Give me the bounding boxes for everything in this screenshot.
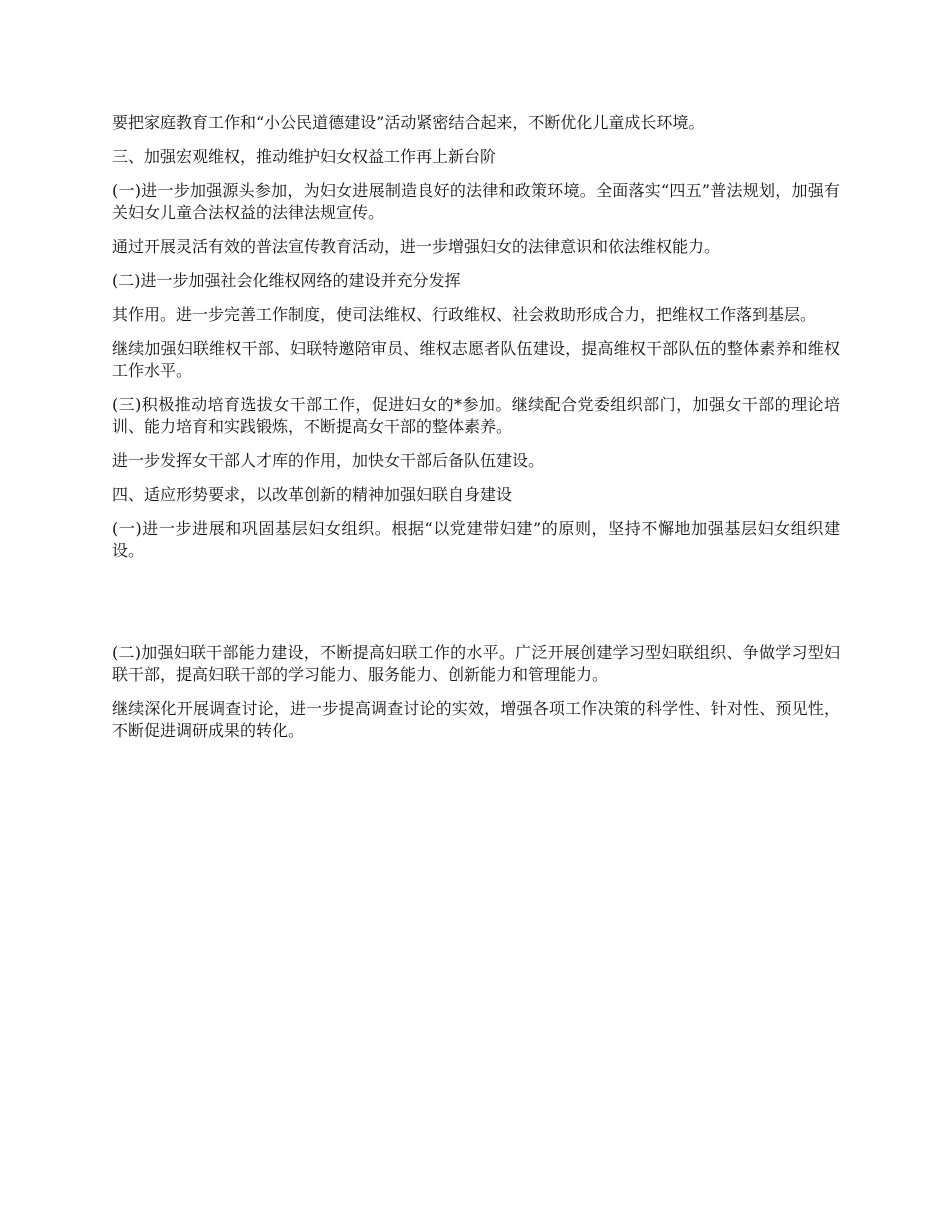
paragraph-family-education: 要把家庭教育工作和“小公民道德建设”活动紧密结合起来，不断优化儿童成长环境。 bbox=[112, 113, 705, 132]
paragraph-rights-network: (二)进一步加强社会化维权网络的建设并充分发挥 bbox=[112, 271, 461, 290]
paragraph-talent-pool: 进一步发挥女干部人才库的作用，加快女干部后备队伍建设。 bbox=[112, 451, 545, 470]
paragraph-team-building: 继续加强妇联维权干部、妇联特邀陪审员、维权志愿者队伍建设，提高维权干部队伍的整体素养和维权工作水平。 bbox=[112, 339, 840, 380]
paragraph-legal-awareness: 通过开展灵活有效的普法宣传教育活动，进一步增强妇女的法律意识和依法维权能力。 bbox=[112, 237, 721, 256]
paragraph-grassroots-organization: (一)进一步进展和巩固基层妇女组织。根据“以党建带妇建”的原则，坚持不懈地加强基层妇女组织建设。 bbox=[112, 519, 840, 560]
paragraph-gap bbox=[112, 574, 840, 642]
section-heading-rights: 三、加强宏观维权，推动维护妇女权益工作再上新台阶 bbox=[112, 147, 497, 166]
section-heading-self-construction: 四、适应形势要求，以改革创新的精神加强妇联自身建设 bbox=[112, 485, 513, 504]
document-body bbox=[112, 112, 840, 754]
paragraph-work-system: 其作用。进一步完善工作制度，使司法维权、行政维权、社会救助形成合力，把维权工作落到基层。 bbox=[112, 305, 817, 324]
paragraph-research: 继续深化开展调查讨论，进一步提高调查讨论的实效，增强各项工作决策的科学性、针对性、预见性，不断促进调研成果的转化。 bbox=[112, 699, 840, 740]
paragraph-female-cadres: (三)积极推动培育选拔女干部工作，促进妇女的*参加。继续配合党委组织部门，加强女干部的理论培训、能力培育和实践锻炼，不断提高女干部的整体素养。 bbox=[112, 395, 840, 436]
paragraph-source-participation: (一)进一步加强源头参加，为妇女进展制造良好的法律和政策环境。全面落实“四五”普法规划，加强有关妇女儿童合法权益的法律法规宣传。 bbox=[112, 181, 840, 222]
paragraph-cadre-capacity: (二)加强妇联干部能力建设，不断提高妇联工作的水平。广泛开展创建学习型妇联组织、争做学习型妇联干部，提高妇联干部的学习能力、服务能力、创新能力和管理能力。 bbox=[112, 643, 840, 684]
